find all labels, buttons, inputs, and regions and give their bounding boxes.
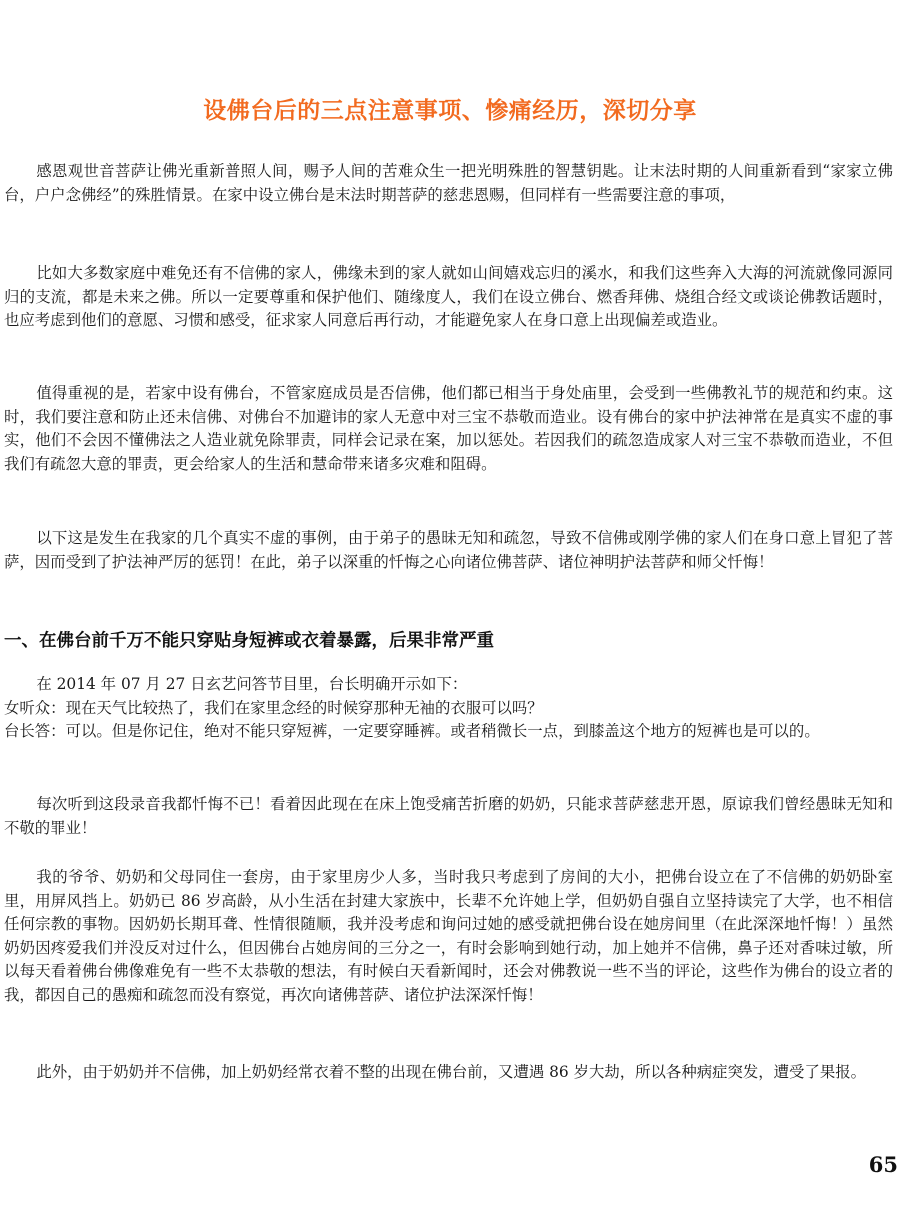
paragraph: 感恩观世音菩萨让佛光重新普照人间，赐予人间的苦难众生一把光明殊胜的智慧钥匙。让末法时期的人间重新看到“家家立佛台，户户念佛经”的殊胜情景。在家中设立佛台是末法时期菩萨的慈悲恩赐，但同样有一些需要注意的事项， — [4, 162, 893, 204]
intro-block — [4, 160, 893, 207]
qa-question: 女听众：现在天气比较热了，我们在家里念经的时候穿那种无袖的衣服可以吗？ — [4, 698, 543, 717]
qa-answer: 台长答：可以。但是你记住，绝对不能只穿短裤，一定要穿睡裤。或者稍微长一点，到膝盖这个地方的短裤也是可以的。 — [4, 722, 820, 740]
paragraph-block — [4, 793, 893, 840]
paragraph-block — [4, 866, 893, 1007]
paragraph-block — [4, 262, 893, 333]
paragraph: 比如大多数家庭中难免还有不信佛的家人，佛缘未到的家人就如山间嬉戏忘归的溪水，和我们这些奔入大海的河流就像同源同归的支流，都是未来之佛。所以一定要尊重和保护他们、随缘度人，我们在设立佛台、燃香拜佛、烧组合经文或谈论佛教话题时，也应考虑到他们的意愿、习惯和感受，征求家人同意后再行动，才能避免家人在身口意上出现偏差或造业。 — [4, 264, 893, 329]
paragraph-block — [4, 527, 893, 574]
qa-intro: 在 2014 年 07 月 27 日玄艺问答节目里，台长明确开示如下： — [36, 675, 468, 693]
paragraph-block — [4, 1061, 893, 1085]
paragraph: 以下这是发生在我家的几个真实不虚的事例，由于弟子的愚昧无知和疏忽，导致不信佛或刚学佛的家人们在身口意上冒犯了菩萨，因而受到了护法神严厉的惩罚！在此，弟子以深重的忏悔之心向诸位佛菩萨、诸位神明护法菩萨和师父忏悔！ — [4, 529, 893, 571]
paragraph: 每次听到这段录音我都忏悔不已！看着因此现在在床上饱受痛苦折磨的奶奶，只能求菩萨慈悲开恩，原谅我们曾经愚昧无知和不敬的罪业！ — [4, 795, 893, 837]
paragraph-block — [4, 382, 893, 476]
section-heading: 一、在佛台前千万不能只穿贴身短裤或衣着暴露，后果非常严重 — [4, 631, 494, 651]
paragraph: 此外，由于奶奶并不信佛，加上奶奶经常衣着不整的出现在佛台前，又遭遇 86 岁大劫，所以各种病症突发，遭受了果报。 — [36, 1063, 867, 1081]
page-number: 65 — [868, 1152, 898, 1177]
paragraph: 值得重视的是，若家中设有佛台，不管家庭成员是否信佛，他们都已相当于身处庙里，会受到一些佛教礼节的规范和约束。这时，我们要注意和防止还未信佛、对佛台不加避讳的家人无意中对三宝不恭敬而造业。设有佛台的家中护法神常在是真实不虚的事实，他们不会因不懂佛法之人造业就免除罪责，同样会记录在案，加以惩处。若因我们的疏忽造成家人对三宝不恭敬而造业，不但我们有疏忽大意的罪责，更会给家人的生活和慧命带来诸多灾难和阻碍。 — [4, 384, 893, 473]
qa-block — [4, 673, 893, 744]
page-title: 设佛台后的三点注意事项、惨痛经历，深切分享 — [203, 98, 697, 124]
paragraph: 我的爷爷、奶奶和父母同住一套房，由于家里房少人多，当时我只考虑到了房间的大小，把佛台设立在了不信佛的奶奶卧室里，用屏风挡上。奶奶已 86 岁高龄，从小生活在封建大家族中，长辈不允许她上学，但奶奶自强自立坚持读完了大学，也不相信任何宗教的事物。因奶奶长期耳聋、性情很随顺，我并没考虑和询问过她的感受就把佛台设在她房间里（在此深深地忏悔！）虽然奶奶因疼爱我们并没反对过什么，但因佛台占她房间的三分之一，有时会影响到她行动，加上她并不信佛，鼻子还对香味过敏，所以每天看着佛台佛像难免有一些不太恭敬的想法，有时候白天看新闻时，还会对佛教说一些不当的评论，这些作为佛台的设立者的我，都因自己的愚痴和疏忽而没有察觉，再次向诸佛菩萨、诸位护法深深忏悔！ — [4, 868, 893, 1004]
